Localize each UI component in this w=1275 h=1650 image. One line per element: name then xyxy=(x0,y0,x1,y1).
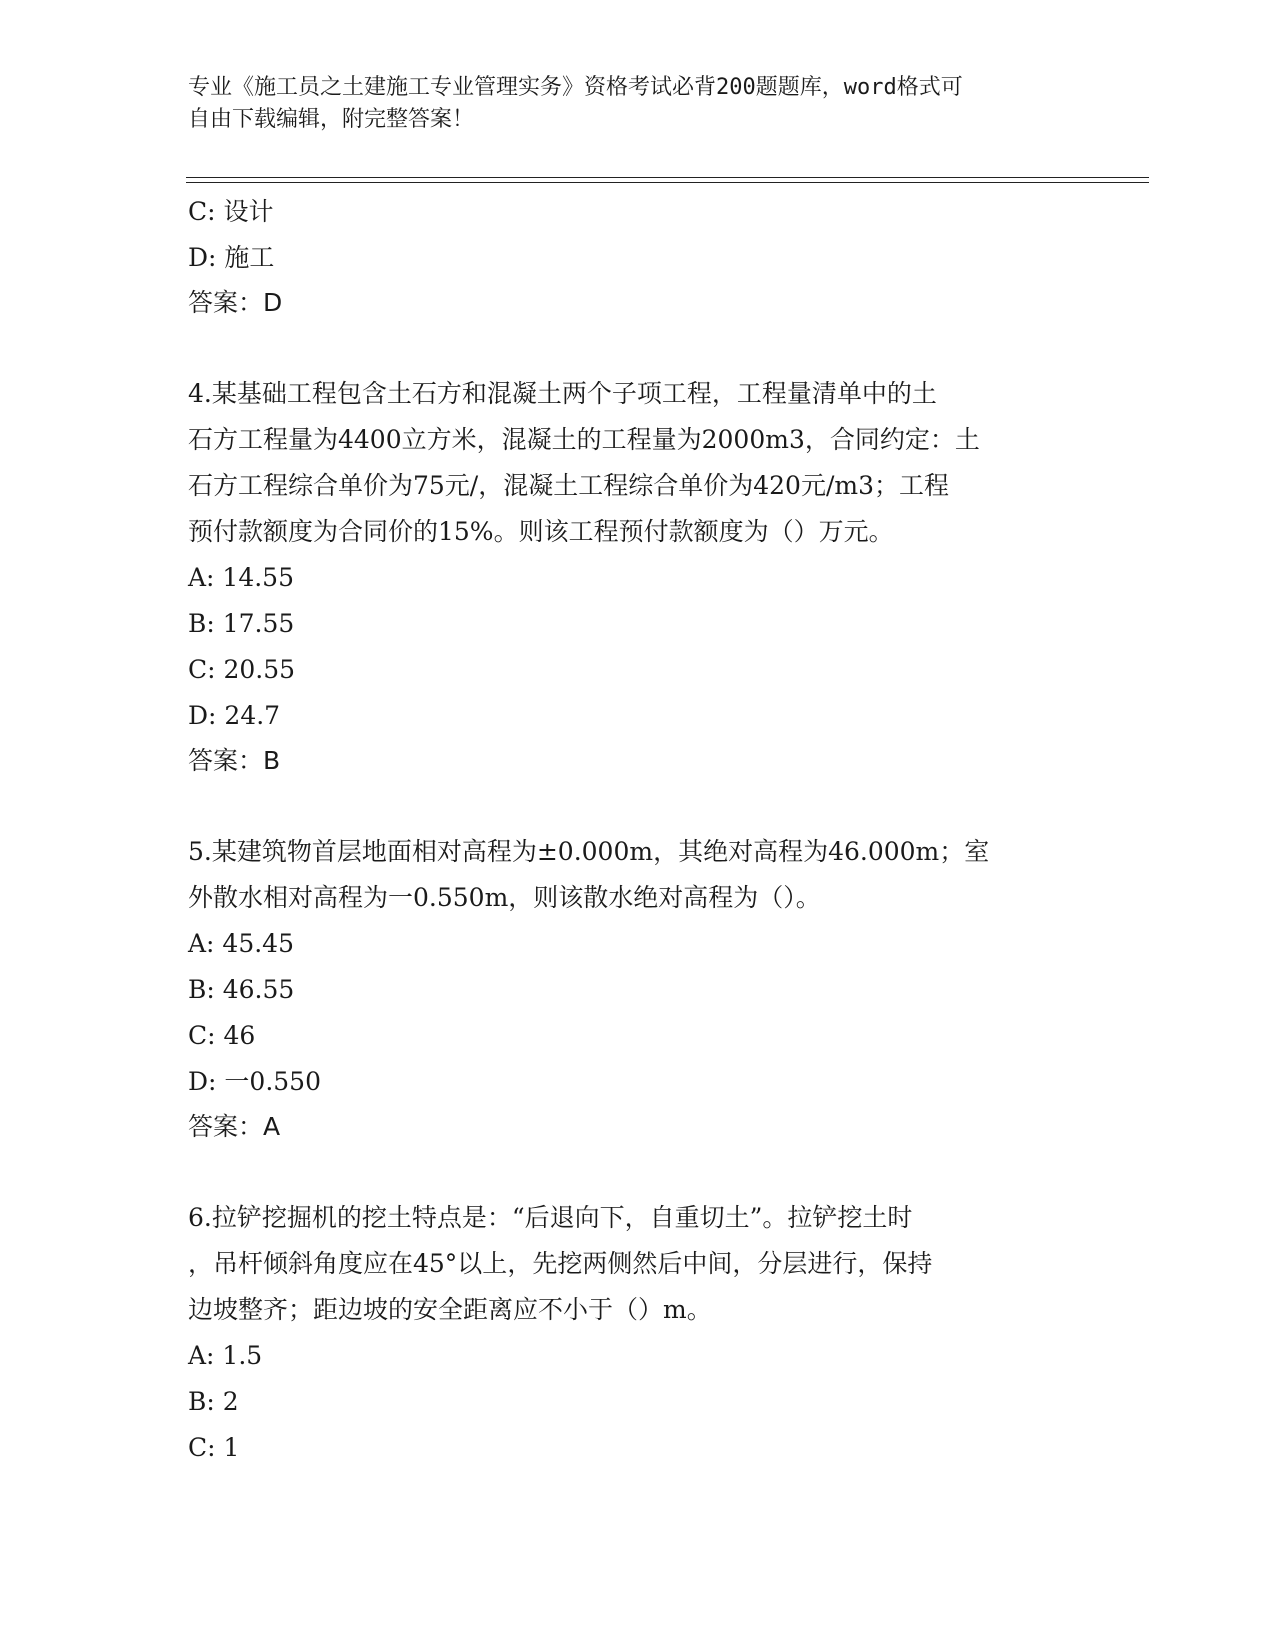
spacer xyxy=(188,783,1088,829)
q5-option-d: D: 一0.550 xyxy=(188,1067,321,1096)
spacer xyxy=(188,325,1088,371)
header-title-line-1: 专业《施工员之土建施工专业管理实务》资格考试必背200题题库，word格式可 xyxy=(188,75,963,100)
q6-option-b: B: 2 xyxy=(188,1387,239,1416)
q6-stem-line: 6.拉铲挖掘机的挖土特点是：“后退向下，自重切土”。拉铲挖土时 xyxy=(188,1203,913,1232)
q4-option-d: D: 24.7 xyxy=(188,701,281,730)
q5-option-c: C: 46 xyxy=(188,1021,256,1050)
page-header xyxy=(188,72,1088,136)
q5-option-b: B: 46.55 xyxy=(188,975,295,1004)
q3-option-c: C: 设计 xyxy=(188,197,274,226)
q6-option-c: C: 1 xyxy=(188,1433,240,1462)
question-6 xyxy=(188,1195,1088,1471)
q5-stem-line: 5.某建筑物首层地面相对高程为±0.000m，其绝对高程为46.000m；室 xyxy=(188,837,990,866)
q5-answer: 答案：A xyxy=(188,1112,281,1141)
question-4 xyxy=(188,371,1088,783)
q4-option-b: B: 17.55 xyxy=(188,609,295,638)
q4-option-a: A: 14.55 xyxy=(188,563,294,592)
q6-stem-line: ，吊杆倾斜角度应在45°以上，先挖两侧然后中间，分层进行，保持 xyxy=(188,1249,933,1278)
spacer xyxy=(188,1149,1088,1195)
q3-option-d: D: 施工 xyxy=(188,243,275,272)
header-rule-top xyxy=(186,177,1149,178)
q4-stem-line: 预付款额度为合同价的15%。则该工程预付款额度为（）万元。 xyxy=(188,517,894,546)
q4-stem-line: 石方工程综合单价为75元/，混凝土工程综合单价为420元/m3；工程 xyxy=(188,471,949,500)
q4-stem-line: 4.某基础工程包含土石方和混凝土两个子项工程，工程量清单中的土 xyxy=(188,379,937,408)
q6-option-a: A: 1.5 xyxy=(188,1341,263,1370)
header-rule-bottom xyxy=(186,182,1149,183)
question-5 xyxy=(188,829,1088,1149)
q5-option-a: A: 45.45 xyxy=(188,929,294,958)
document-body xyxy=(188,189,1088,1471)
q4-option-c: C: 20.55 xyxy=(188,655,296,684)
q5-stem-line: 外散水相对高程为一0.550m，则该散水绝对高程为（）。 xyxy=(188,883,821,912)
q4-answer: 答案：B xyxy=(188,746,281,775)
header-title-line-2: 自由下载编辑，附完整答案！ xyxy=(188,107,475,132)
q6-stem-line: 边坡整齐；距边坡的安全距离应不小于（）m。 xyxy=(188,1295,712,1324)
q4-stem-line: 石方工程量为4400立方米，混凝土的工程量为2000m3，合同约定：土 xyxy=(188,425,980,454)
q3-answer: 答案：D xyxy=(188,288,283,317)
